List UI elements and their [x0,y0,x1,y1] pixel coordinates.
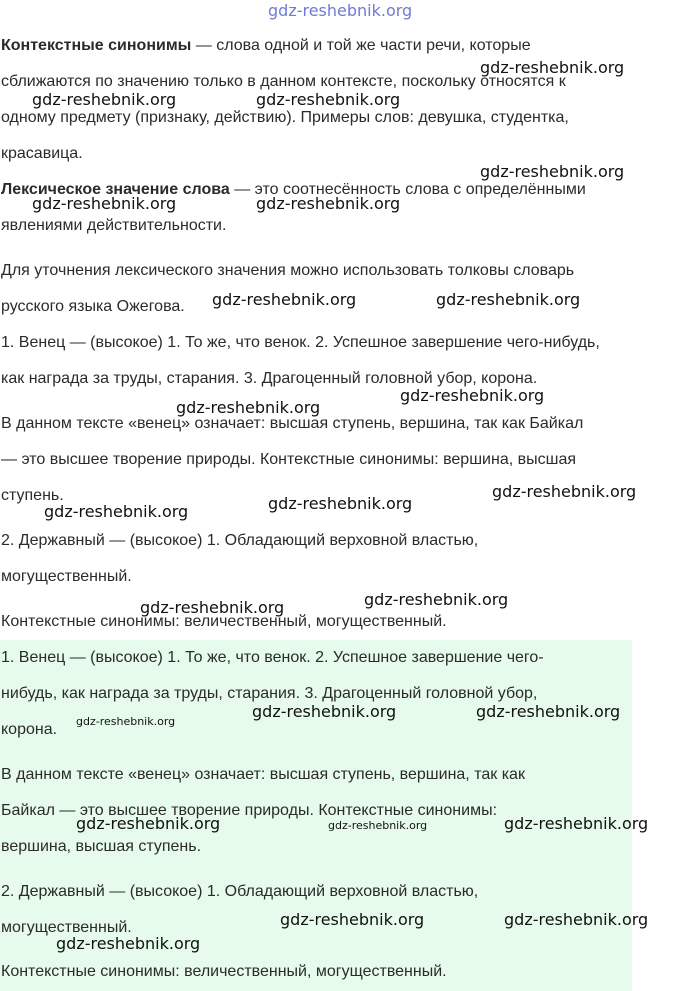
text-line: Байкал — это высшее творение природы. Контекстные синонимы: [1,802,498,819]
watermark-top[interactable]: gdz-reshebnik.org [268,1,413,20]
watermark: gdz-reshebnik.org [32,90,177,109]
text-line: 1. Венец — (высокое) 1. То же, что венок. 2. Успешное завершение чего- [1,649,544,666]
watermark: gdz-reshebnik.org [140,598,285,617]
watermark: gdz-reshebnik.org [504,814,649,833]
text-line: могущественный. [1,568,132,585]
text-line: 2. Державный — (высокое) 1. Обладающий верховной властью, [1,532,479,549]
watermark: gdz-reshebnik.org [256,194,401,213]
context-synonyms-definition-line: Контекстные синонимы — слова одной и той же части речи, которые [1,37,531,54]
text-line: ступень. [1,487,64,504]
watermark: gdz-reshebnik.org [328,819,428,832]
text-line: Для уточнения лексического значения можно использовать толковы словарь [1,262,575,279]
text-line: В данном тексте «венец» означает: высшая ступень, вершина, так как Байкал [1,415,584,432]
text-line: — это высшее творение природы. Контекстные синонимы: вершина, высшая [1,451,576,468]
text-line: 1. Венец — (высокое) 1. То же, что венок. 2. Успешное завершение чего-нибудь, [1,334,600,351]
text-line: В данном тексте «венец» означает: высшая ступень, вершина, так как [1,766,525,783]
text-line: Контекстные синонимы: величественный, могущественный. [1,963,447,980]
text-line: корона. [1,721,58,738]
text-line: русского языка Ожегова. [1,298,185,315]
text-line: явлениями действительности. [1,217,227,234]
watermark: gdz-reshebnik.org [476,702,621,721]
lexical-meaning-term: Лексическое значение слова [1,181,230,198]
watermark: gdz-reshebnik.org [176,398,321,417]
watermark: gdz-reshebnik.org [280,910,425,929]
watermark: gdz-reshebnik.org [268,494,413,513]
text-line: как награда за труды, старания. 3. Драгоценный головной убор, корона. [1,370,538,387]
watermark: gdz-reshebnik.org [212,290,357,309]
text-line: Контекстные синонимы: величественный, могущественный. [1,613,447,630]
text-line: нибудь, как награда за труды, старания. 3. Драгоценный головной убор, [1,685,538,702]
text-line: вершина, высшая ступень. [1,838,202,855]
watermark: gdz-reshebnik.org [504,910,649,929]
text-line: сближаются по значению только в данном контексте, поскольку относятся к [1,73,566,90]
watermark: gdz-reshebnik.org [400,386,545,405]
watermark: gdz-reshebnik.org [252,702,397,721]
watermark: gdz-reshebnik.org [76,715,176,728]
watermark: gdz-reshebnik.org [256,90,401,109]
watermark: gdz-reshebnik.org [56,934,201,953]
lexical-meaning-definition-line: Лексическое значение слова — это соотнесённость слова с определёнными [1,181,586,198]
watermark: gdz-reshebnik.org [492,482,637,501]
text-line: одному предмету (признаку, действию). Примеры слов: девушка, студентка, [1,109,569,126]
watermark: gdz-reshebnik.org [44,502,189,521]
text-line: красавица. [1,145,83,162]
text-line: могущественный. [1,919,132,936]
context-synonyms-term: Контекстные синонимы [1,37,192,54]
watermark: gdz-reshebnik.org [76,814,221,833]
watermark: gdz-reshebnik.org [364,590,509,609]
watermark: gdz-reshebnik.org [32,194,177,213]
watermark: gdz-reshebnik.org [480,58,625,77]
watermark: gdz-reshebnik.org [436,290,581,309]
watermark: gdz-reshebnik.org [480,162,625,181]
text-line: 2. Державный — (высокое) 1. Обладающий верховной властью, [1,883,479,900]
